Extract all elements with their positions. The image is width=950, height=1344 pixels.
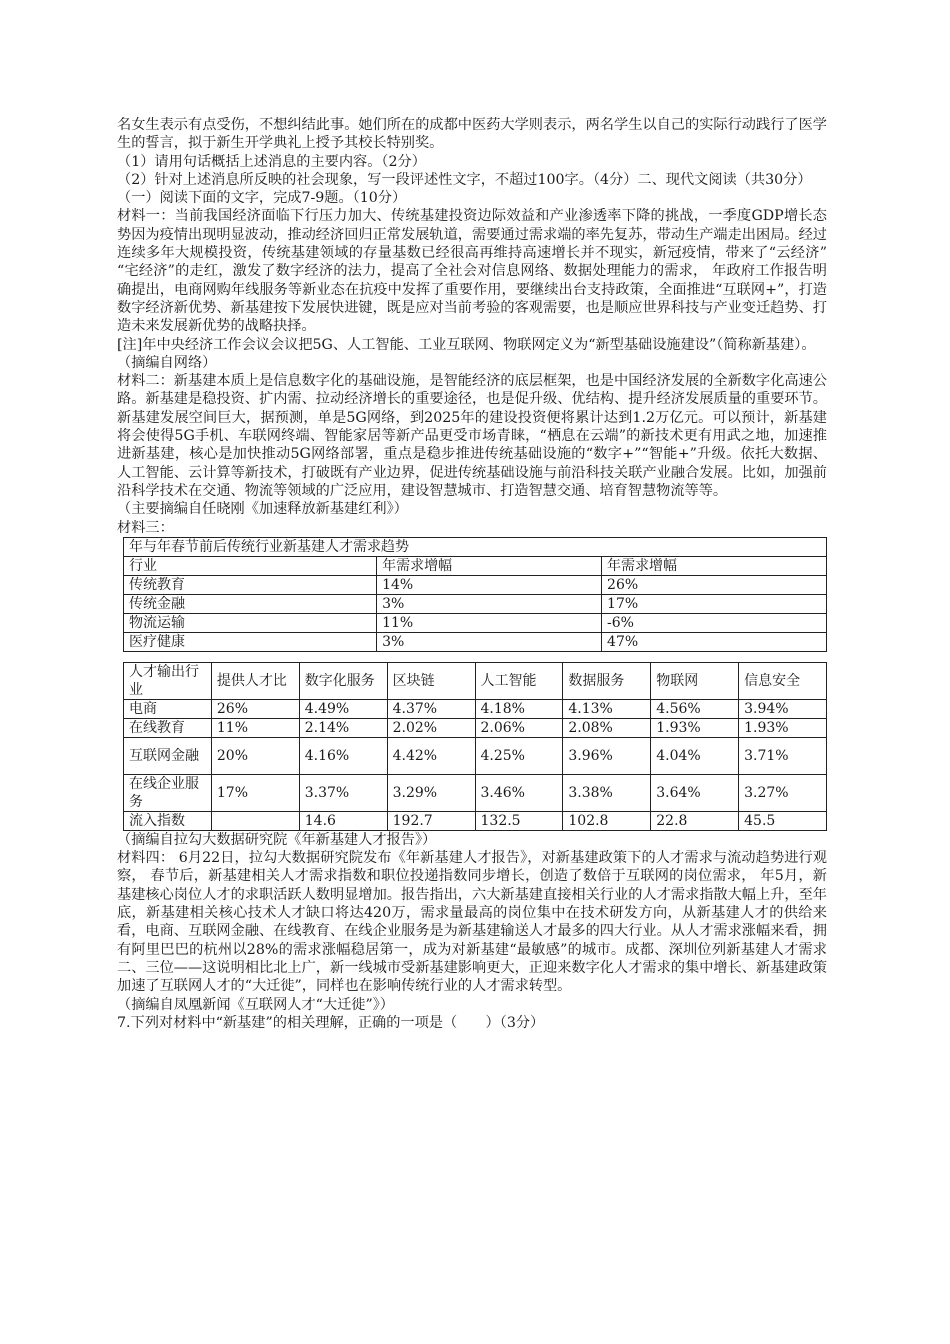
table-cell: 2.08% xyxy=(563,718,651,737)
table-cell: 互联网金融 xyxy=(124,737,212,774)
table-cell: 2.14% xyxy=(299,718,387,737)
table-cell: 3% xyxy=(377,594,602,613)
table-cell: 1.93% xyxy=(739,718,827,737)
table-cell: 3.46% xyxy=(475,774,563,811)
question-7: 7.下列对材料中“新基建”的相关理解，正确的一项是（ ）（3分） xyxy=(117,1014,545,1031)
table-cell: 流入指数 xyxy=(124,811,212,830)
table-cell: 3% xyxy=(377,632,602,651)
question-1: （1）请用句话概括上述消息的主要内容。（2分） xyxy=(117,153,426,170)
table-cell: 192.7 xyxy=(387,811,475,830)
table-cell: 2.02% xyxy=(387,718,475,737)
material-two: 材料二：新基建本质上是信息数字化的基础设施，是智能经济的底层框架，也是中国经济发展的全新数字化高速公路。新基建是稳投资、扩内需、拉动经济增长的重要途径，也是促升级、优结构、提升经济发展质量的重要环节。新基建发展空间巨大，据预测，单是5G网络，到2025年的建设投资便将累计达到1.2万亿元。可以预计，新基建将会使得5G手机、车联网终端、智能家居等新产品更受市场青睐，“栖息在云端”的新技术更有用武之地，加速推进新基建，核心是加快推动5G网络部署，重点是稳步推进传统基础设施的“数字+”“智能+”升级。依托大数据、人工智能、云计算等新技术，打破既有产业边界，促进传统基础设施与前沿科技关联产业融合发展。比如，加强前沿科学技术在交通、物流等领域的广泛应用，建设智慧城市、打造智慧交通、培育智慧物流等等。 xyxy=(117,373,827,499)
table-cell: 11% xyxy=(377,613,602,632)
demand-trend-table xyxy=(123,537,827,652)
source-note: （主要摘编自任晓刚《加速释放新基建红利》） xyxy=(117,501,408,518)
table-header: 数字化服务 xyxy=(299,662,387,699)
table-cell: 4.56% xyxy=(651,699,739,718)
table-cell: 17% xyxy=(602,594,827,613)
table-header: 年需求增幅 xyxy=(602,556,827,575)
table-cell: 传统金融 xyxy=(124,594,377,613)
table-cell: 17% xyxy=(211,774,299,811)
section-heading: （一）阅读下面的文字，完成7-9题。（10分） xyxy=(117,190,407,207)
table-cell: 物流运输 xyxy=(124,613,377,632)
table-cell: 传统教育 xyxy=(124,575,377,594)
table-header: 人工智能 xyxy=(475,662,563,699)
table-cell: 11% xyxy=(211,718,299,737)
paragraph: 名女生表示有点受伤，不想纠结此事。她们所在的成都中医药大学则表示，两名学生以自己的实际行动践行了医学生的誓言，拟于新生开学典礼上授予其校长特别奖。 xyxy=(117,117,827,152)
material-three-label: 材料三： xyxy=(117,519,174,536)
table-cell: 在线企业服务 xyxy=(124,774,212,811)
table-cell: 132.5 xyxy=(475,811,563,830)
table-cell: 26% xyxy=(602,575,827,594)
table-cell: 3.38% xyxy=(563,774,651,811)
table-title: 年与年春节前后传统行业新基建人才需求趋势 xyxy=(124,537,827,556)
table-cell: 45.5 xyxy=(739,811,827,830)
source-note: （摘编自凤凰新闻《互联网人才“大迁徙”》） xyxy=(117,996,394,1013)
table-cell: 在线教育 xyxy=(124,718,212,737)
table-cell: 47% xyxy=(602,632,827,651)
table-header: 物联网 xyxy=(651,662,739,699)
table-cell: 4.42% xyxy=(387,737,475,774)
note: [注]年中央经济工作会议会议把5G、人工智能、工业互联网、物联网定义为“新型基础设施建设”（简称新基建）。 xyxy=(117,336,816,353)
talent-flow-table xyxy=(123,662,827,831)
table-cell: 1.93% xyxy=(651,718,739,737)
table-cell: 医疗健康 xyxy=(124,632,377,651)
table-cell: 4.37% xyxy=(387,699,475,718)
table-cell: -6% xyxy=(602,613,827,632)
table-header: 人才输出行业 xyxy=(124,662,212,699)
table-cell: 22.8 xyxy=(651,811,739,830)
table-header: 信息安全 xyxy=(739,662,827,699)
table-cell: 3.96% xyxy=(563,737,651,774)
table-cell: 26% xyxy=(211,699,299,718)
table-cell: 4.49% xyxy=(299,699,387,718)
table-cell: 3.71% xyxy=(739,737,827,774)
table-header: 区块链 xyxy=(387,662,475,699)
table-header: 年需求增幅 xyxy=(377,556,602,575)
table-cell: 4.13% xyxy=(563,699,651,718)
source-note: （摘编自拉勾大数据研究院《年新基建人才报告》） xyxy=(117,831,437,848)
material-one: 材料一：当前我国经济面临下行压力加大、传统基建投资边际效益和产业渗透率下降的挑战，一季度GDP增长态势因为疫情出现明显波动，推动经济回归正常发展轨道，需要通过需求端的率先复苏，带动生产端走出困局。经过连续多年大规模投资，传统基建领域的存量基数已经很高再维持高速增长并不现实，新冠疫情，带来了“云经济” “宅经济”的走红，激发了数字经济的法力，提高了全社会对信息网络、数据处理能力的需求， 年政府工作报告明确提出，电商网购年线服务等新业态在抗疫中发挥了重要作用，要继续出台支持政策，全面推进“互联网+”，打造数字经济新优势、新基建按下发展快进键，既是应对当前考验的客观需要，也是顺应世界科技与产业变迁趋势、打造未来发展新优势的战略抉择。 xyxy=(117,208,827,335)
table-cell: 4.18% xyxy=(475,699,563,718)
source-note: （摘编自网络） xyxy=(117,354,217,371)
table-cell: 102.8 xyxy=(563,811,651,830)
table-cell: 3.64% xyxy=(651,774,739,811)
table-header: 数据服务 xyxy=(563,662,651,699)
table-cell xyxy=(211,811,299,830)
table-cell: 4.25% xyxy=(475,737,563,774)
table-cell: 14% xyxy=(377,575,602,594)
table-cell: 3.29% xyxy=(387,774,475,811)
table-cell: 电商 xyxy=(124,699,212,718)
table-cell: 3.27% xyxy=(739,774,827,811)
question-2: （2）针对上述消息所反映的社会现象，写一段评述性文字，不超过100字。（4分）二、现代文阅读（共30分） xyxy=(117,171,812,188)
document-page xyxy=(117,116,827,1032)
table-cell: 4.16% xyxy=(299,737,387,774)
material-four: 材料四： 6月22日，拉勾大数据研究院发布《年新基建人才报告》，对新基建政策下的人才需求与流动趋势进行观察， 春节后，新基建相关人才需求指数和职位投递指数同步增长，创造了数倍于互联网的岗位需求， 年5月，新基建核心岗位人才的求职活跃人数明显增加。报告指出，六大新基建直接相关行业的人才需求指散大幅上升，至年底，新基建相关核心技术人才缺口将达420万，需求量最高的岗位集中在技术研发方向，从新基建人才的供给来看，电商、互联网金融、在线教育、在线企业服务是为新基建输送人才最多的四大行业。从人才需求涨幅来看，拥有阿里巴巴的杭州以28%的需求涨幅稳居第一，成为对新基建“最敏感”的城市。成都、深圳位列新基建人才需求二、三位——这说明相比北上广，新一线城市受新基建影响更大，正迎来数字化人才需求的集中增长、新基建政策加速了互联网人才的“大迁徙”，同样也在影响传统行业的人才需求转型。 xyxy=(117,850,827,995)
table-cell: 2.06% xyxy=(475,718,563,737)
table-header: 行业 xyxy=(124,556,377,575)
table-header: 提供人才比 xyxy=(211,662,299,699)
table-cell: 4.04% xyxy=(651,737,739,774)
table-cell: 3.37% xyxy=(299,774,387,811)
table-cell: 20% xyxy=(211,737,299,774)
table-cell: 3.94% xyxy=(739,699,827,718)
table-cell: 14.6 xyxy=(299,811,387,830)
